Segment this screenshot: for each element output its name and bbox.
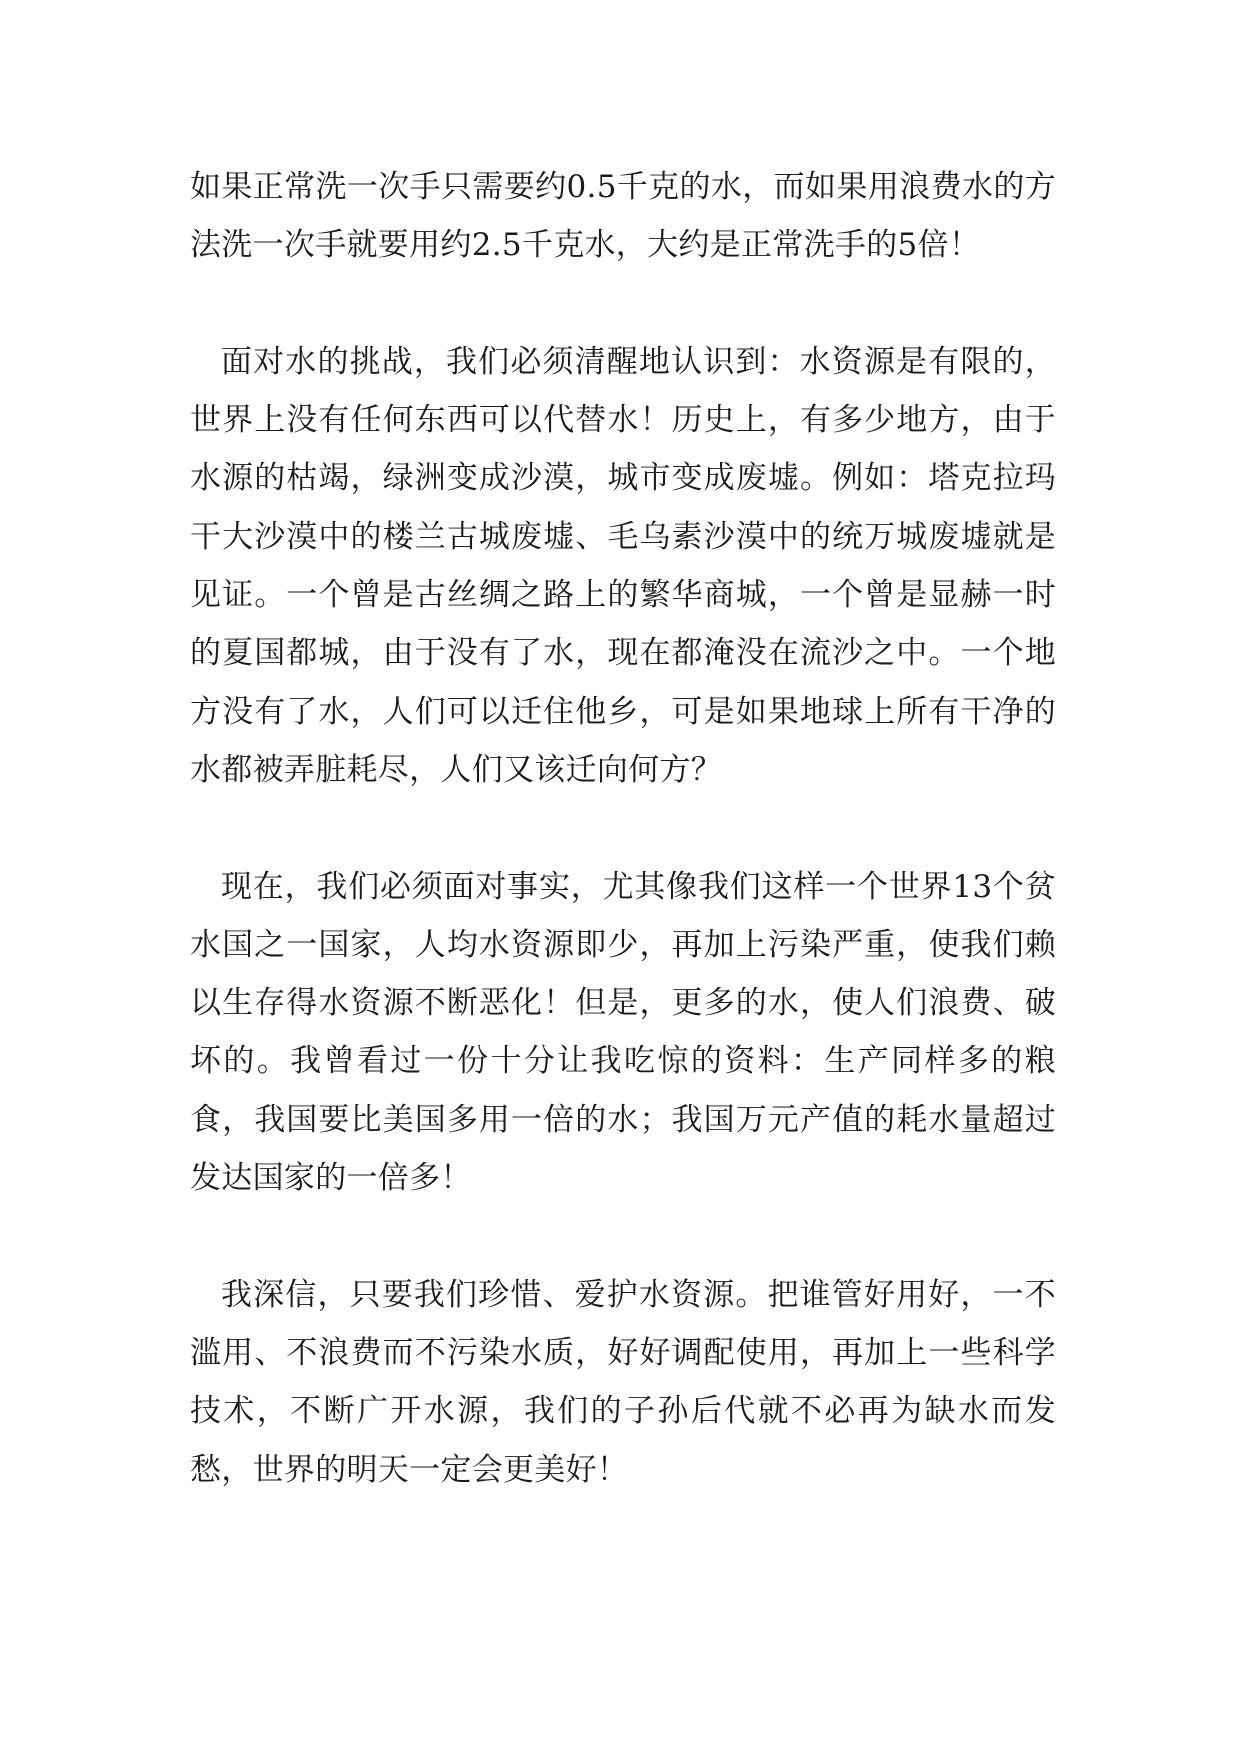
document-body <box>190 158 1056 1499</box>
paragraph-handwashing: 如果正常洗一次手只需要约0.5千克的水，而如果用浪费水的方法洗一次手就要用约2.5千克水，大约是正常洗手的5倍！ <box>190 169 1056 264</box>
paragraph-conclusion: 我深信，只要我们珍惜、爱护水资源。把谁管好用好，一不滥用、不浪费而不污染水质，好好调配使用，再加上一些科学技术，不断广开水源，我们的子孙后代就不必再为缺水而发愁，世界的明天一定会更美好！ <box>190 1276 1056 1488</box>
paragraph-water-challenge: 面对水的挑战，我们必须清醒地认识到：水资源是有限的，世界上没有任何东西可以代替水！历史上，有多少地方，由于水源的枯竭，绿洲变成沙漠，城市变成废墟。例如：塔克拉玛干大沙漠中的楼兰古城废墟、毛乌素沙漠中的统万城废墟就是见证。一个曾是古丝绸之路上的繁华商城，一个曾是显赫一时的夏国都城，由于没有了水，现在都淹没在流沙之中。一个地方没有了水，人们可以迁住他乡，可是如果地球上所有干净的水都被弄脏耗尽，人们又该迁向何方？ <box>190 343 1056 788</box>
paragraph-water-scarcity: 现在，我们必须面对事实，尤其像我们这样一个世界13个贫水国之一国家，人均水资源即少，再加上污染严重，使我们赖以生存得水资源不断恶化！但是，更多的水，使人们浪费、破坏的。我曾看过一份十分让我吃惊的资料：生产同样多的粮食，我国要比美国多用一倍的水；我国万元产值的耗水量超过发达国家的一倍多！ <box>190 868 1056 1197</box>
